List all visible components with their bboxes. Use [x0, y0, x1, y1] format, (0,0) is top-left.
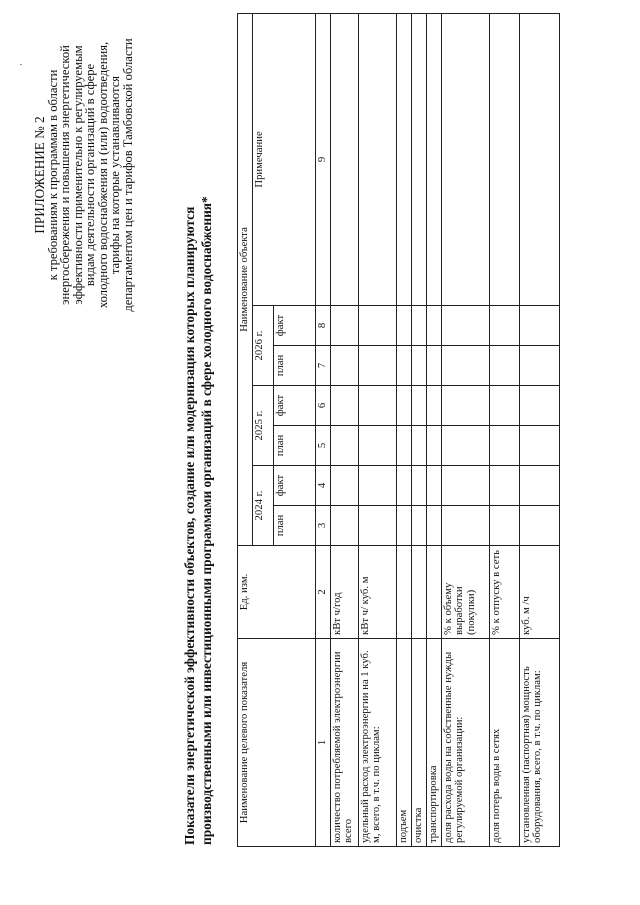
header-plan: план — [274, 506, 316, 546]
row-unit: % к отпуску в сеть — [489, 546, 519, 639]
row-indicator: количество потребляемой электроэнергии всего — [330, 639, 358, 847]
header-indicator: Наименование целевого показателя — [238, 639, 316, 847]
row-unit: кВт ч/ куб. м — [358, 546, 396, 639]
row-indicator: установленная (паспортная) мощность оборудования, всего, в т.ч. по циклам: — [519, 639, 559, 847]
row-indicator: удельный расход электроэнергии на 1 куб. м, всего, в т.ч. по циклам: — [358, 639, 396, 847]
header-unit: Ед. изм. — [238, 546, 316, 639]
column-number: 9 — [316, 13, 331, 305]
header-fact: факт — [274, 306, 316, 346]
header-note: Примечание — [253, 13, 316, 305]
document-heading — [182, 85, 215, 845]
row-indicator: доля потерь воды в сетях — [489, 639, 519, 847]
column-number: 4 — [316, 466, 331, 506]
column-number: 2 — [316, 546, 331, 639]
row-unit — [396, 546, 411, 639]
row-unit: куб. м /ч — [519, 546, 559, 639]
heading-line-1: Показатели энергетической эффективности объектов, создание или модернизация которых планируются — [182, 206, 197, 845]
column-number: 7 — [316, 346, 331, 386]
appendix-block — [34, 15, 134, 335]
appendix-line: энергосбережения и повышения энергетической — [58, 45, 72, 305]
header-plan: план — [274, 426, 316, 466]
row-unit — [426, 546, 441, 639]
appendix-title: ПРИЛОЖЕНИЕ № 2 — [32, 116, 47, 234]
table-row — [411, 13, 426, 846]
row-indicator: подъем — [396, 639, 411, 847]
row-unit: кВт ч/год — [330, 546, 358, 639]
column-number: 1 — [316, 639, 331, 847]
appendix-line: департаментом цен и тарифов Тамбовской области — [120, 38, 135, 312]
header-year-2026: 2026 г. — [253, 306, 274, 386]
header-plan: план — [274, 346, 316, 386]
row-indicator: доля расхода воды на собственные нужды регулируемой организации: — [441, 639, 489, 847]
table-row — [519, 13, 559, 846]
row-unit: % к объему выработки (покупки) — [441, 546, 489, 639]
table-row — [441, 13, 489, 846]
table-row — [396, 13, 411, 846]
table-row — [489, 13, 519, 846]
appendix-line: холодного водоснабжения и (или) водоотведения, — [95, 41, 110, 309]
row-unit — [411, 546, 426, 639]
column-number: 3 — [316, 506, 331, 546]
row-indicator: очистка — [411, 639, 426, 847]
appendix-line: к требованиям к программам в области — [45, 69, 60, 281]
column-number: 5 — [316, 426, 331, 466]
appendix-line: тарифы на которые устанавливаются — [108, 75, 122, 275]
column-number: 8 — [316, 306, 331, 346]
appendix-line: эффективности применительно к регулируемым — [70, 45, 85, 305]
header-fact: факт — [274, 386, 316, 426]
header-fact: факт — [274, 466, 316, 506]
appendix-line: видам деятельности организаций в сфере — [83, 63, 97, 287]
header-year-2025: 2025 г. — [253, 386, 274, 466]
indicators-table — [237, 13, 560, 847]
heading-line-2: производственными или инвестиционными программами организаций в сфере холодного водоснабжения* — [198, 196, 214, 845]
table-row — [330, 13, 358, 846]
header-year-2024: 2024 г. — [253, 466, 274, 546]
header-object-name: Наименование объекта — [238, 13, 253, 545]
table-row — [426, 13, 441, 846]
column-number: 6 — [316, 386, 331, 426]
row-indicator: транспортировка — [426, 639, 441, 847]
table-row — [358, 13, 396, 846]
